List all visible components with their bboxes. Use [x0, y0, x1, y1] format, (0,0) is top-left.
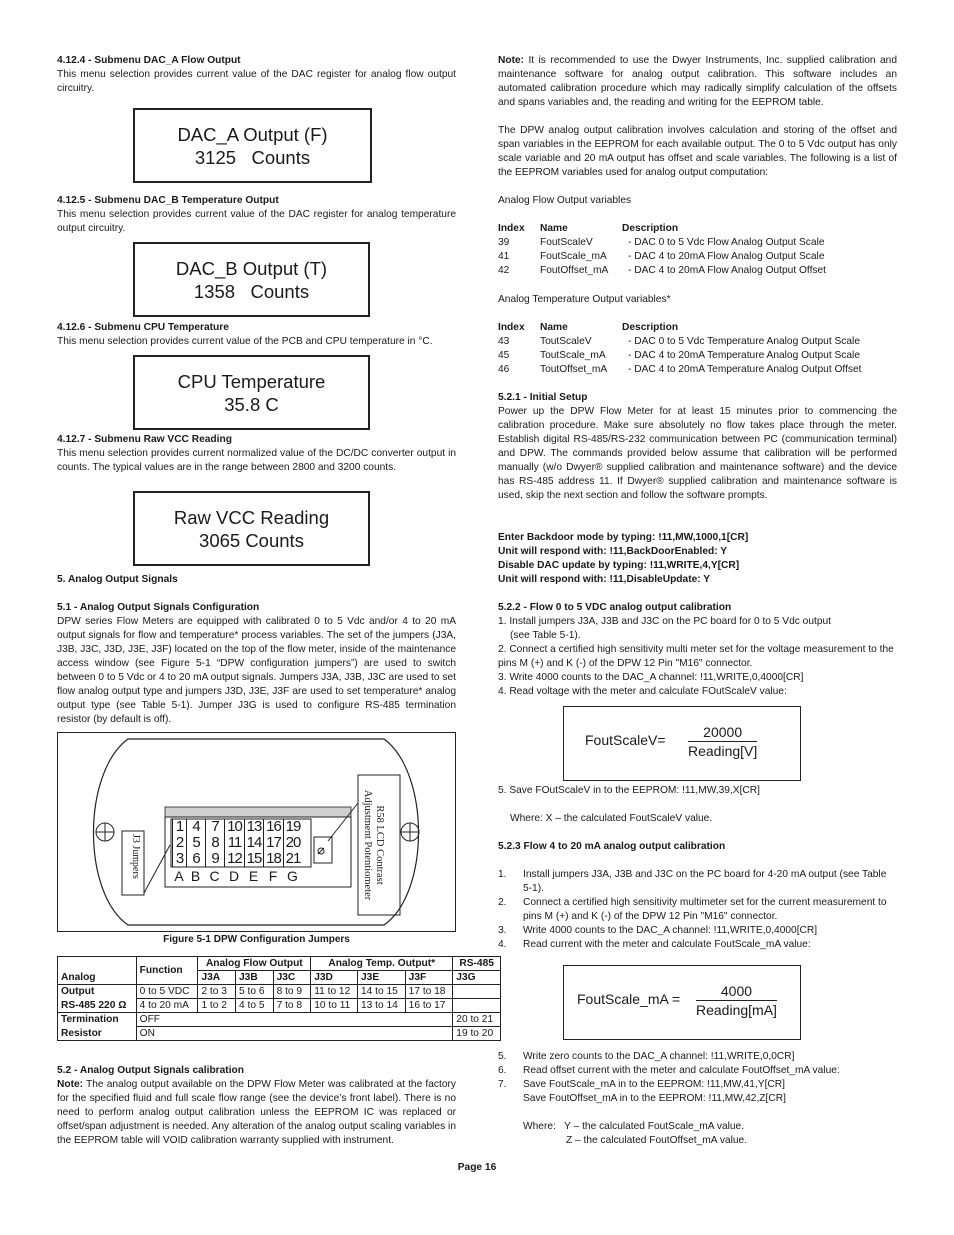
- where-z: Z – the calculated FoutOffset_mA value.: [566, 1135, 748, 1146]
- cell: 5 to 6: [236, 985, 274, 999]
- cell: FoutScaleV: [540, 237, 593, 248]
- figure-caption: Figure 5-1 DPW Configuration Jumpers: [163, 934, 350, 945]
- jumper-pin-label: 14: [244, 835, 263, 851]
- jumper-pin-label: 13: [244, 819, 263, 835]
- cell: 4 to 5: [236, 999, 274, 1013]
- text-5-2-1: Power up the DPW Flow Meter for at least 15 minutes prior to commencing the calibration procedure. Make sure absolutely no flow takes place through the meter. Establish digital RS-485/RS-232 communication between PC (communication terminal) and DPW. The commands provided below assume that calibration will be performed manually (w/o Dwyer® supplied calibration and maintenance software) and the device has RS-485 address 11. If Dwyer® supplied calibration and maintenance software is used, skip the next section and follow the software prompts.: [498, 406, 897, 501]
- step-text: Connect a certified high sensitivity multimeter set for the current measurement to pins M (+) and K (-) of the DPW 12 Pin "M16" connector.: [523, 897, 887, 922]
- heading-4-12-6: 4.12.6 - Submenu CPU Temperature: [57, 322, 229, 333]
- th-rs485: RS-485: [453, 957, 501, 971]
- right-note: [498, 54, 897, 110]
- cell: 20 to 21: [453, 1013, 501, 1027]
- step-text: Save FoutScale_mA in to the EEPROM: !11,MW,41,Y[CR]: [523, 1079, 785, 1090]
- section-4-12-7: [57, 433, 456, 475]
- jumper-letter: E: [248, 868, 259, 884]
- cell: 39: [498, 237, 510, 248]
- step-number: 2.: [498, 897, 507, 908]
- lcd-raw-vcc: [133, 491, 370, 566]
- cell: 2 to 3: [198, 985, 236, 999]
- cell: 1 to 2: [198, 999, 236, 1013]
- th-j3a: J3A: [198, 971, 236, 985]
- cmd-line: Enter Backdoor mode by typing: !11,MW,1000,1[CR]: [498, 532, 749, 543]
- table-row: [498, 335, 862, 349]
- jumper-letter: D: [228, 868, 240, 884]
- step-text: Install jumpers J3A, J3B and J3C on the PC board for 4-20 mA output (see Table 5-1).: [523, 869, 887, 894]
- jumper-pin-label: 17: [263, 835, 283, 851]
- step-text: Read offset current with the meter and calculate FoutOffset_mA value:: [523, 1065, 840, 1076]
- cell-resistor: Resistor: [58, 1027, 137, 1041]
- cell: 11 to 12: [311, 985, 358, 999]
- cell: 43: [498, 336, 510, 347]
- cell: ToutScaleV: [540, 336, 592, 347]
- step-number: 3.: [498, 925, 507, 936]
- table-row: [58, 985, 501, 999]
- cell: 42: [498, 265, 510, 276]
- cell-rs485: RS-485 220 Ω: [58, 999, 137, 1013]
- cell: 7 to 8: [273, 999, 311, 1013]
- vh-desc: Description: [622, 223, 679, 234]
- step: [498, 1092, 897, 1106]
- step: (see Table 5-1).: [510, 630, 581, 641]
- vh-index: Index: [498, 223, 525, 234]
- eq-denominator: Reading[mA]: [696, 1002, 777, 1018]
- cell: 4 to 20 mA: [136, 999, 198, 1013]
- cell: - DAC 4 to 20mA Flow Analog Output Offset: [628, 265, 826, 276]
- cmd-line: Disable DAC update by typing: !11,WRITE,4,Y[CR]: [498, 560, 740, 571]
- th-j3c: J3C: [273, 971, 311, 985]
- cell: - DAC 4 to 20mA Flow Analog Output Scale: [628, 251, 825, 262]
- flow-vars-title: Analog Flow Output variables: [498, 195, 632, 206]
- heading-4-12-4: 4.12.4 - Submenu DAC_A Flow Output: [57, 55, 241, 66]
- eq-numerator: 4000: [696, 982, 777, 1001]
- th-j3b: J3B: [236, 971, 274, 985]
- step-number: 7.: [498, 1079, 507, 1090]
- jumper-letter: C: [209, 868, 220, 884]
- step-text: Write 4000 counts to the DAC_A channel: !11,WRITE,0,4000[CR]: [523, 925, 818, 936]
- steps-5-2-3-b: [498, 1050, 897, 1106]
- jumper-pin-label: 8: [205, 835, 224, 851]
- eq-lhs: FoutScale_mA =: [577, 991, 681, 1007]
- step: [498, 896, 897, 924]
- right-column: [498, 54, 897, 208]
- where-x: Where: X – the calculated FoutScaleV value.: [510, 813, 713, 824]
- right-note-text: It is recommended to use the Dwyer Instruments, Inc. supplied calibration and maintenance software for analog output calibration. This software includes an automated calibration procedure which may radically simplify calculation of the offsets and spans variables and, the reading and writing for the EEPROM table.: [498, 55, 897, 108]
- jumper-pin-label: 12: [224, 851, 244, 867]
- step-text: Save FoutOffset_mA in to the EEPROM: !11,MW,42,Z[CR]: [523, 1093, 786, 1104]
- step-text: Write zero counts to the DAC_A channel: !11,WRITE,0,0CR]: [523, 1051, 795, 1062]
- vh-name: Name: [540, 223, 568, 234]
- cell: 46: [498, 364, 510, 375]
- jumper-grid: [172, 819, 302, 884]
- cell: 0 to 5 VDC: [136, 985, 198, 999]
- step: [498, 1064, 897, 1078]
- lcd-dac-b-line1: DAC_B Output (T): [175, 257, 328, 279]
- step: 4. Read voltage with the meter and calculate FOutScaleV value:: [498, 686, 787, 697]
- jumper-pin-label: 20: [283, 835, 302, 851]
- cell: FoutOffset_mA: [540, 265, 609, 276]
- heading-4-12-7: 4.12.7 - Submenu Raw VCC Reading: [57, 434, 232, 445]
- jumper-pin-label: 21: [283, 851, 302, 867]
- cell: 41: [498, 251, 510, 262]
- screw-left-icon: [96, 823, 114, 841]
- section-5-1: [57, 601, 456, 727]
- eq-denominator: Reading[V]: [688, 743, 758, 759]
- heading-5-2-1: 5.2.1 - Initial Setup: [498, 392, 588, 403]
- jumper-pin-label: 9: [205, 851, 224, 867]
- r58-label-2: Adjustment Potentiometer: [362, 789, 373, 901]
- table-row: [498, 363, 862, 377]
- jumper-pin-label: 3: [172, 851, 186, 867]
- steps-5-2-3: [498, 868, 897, 952]
- cell: 8 to 9: [273, 985, 311, 999]
- lcd-cpu-temp: [133, 355, 370, 430]
- lcd-raw-vcc-line2: 3065 Counts: [199, 529, 304, 551]
- cell: 17 to 18: [405, 985, 453, 999]
- eq-fraction: [696, 982, 777, 1019]
- table-row: [58, 999, 501, 1013]
- j3-label: J3 Jumpers: [130, 834, 141, 879]
- flow-vars-table: [498, 222, 826, 278]
- step: 1. Install jumpers J3A, J3B and J3C on the PC board for 0 to 5 Vdc output: [498, 616, 831, 627]
- cell: [453, 999, 501, 1013]
- step: 3. Write 4000 counts to the DAC_A channel: !11,WRITE,0,4000[CR]: [498, 672, 804, 683]
- cell: ON: [136, 1027, 453, 1041]
- step-number: 5.: [498, 1051, 507, 1062]
- cell: 19 to 20: [453, 1027, 501, 1041]
- text-5-1: DPW series Flow Meters are equipped with calibrated 0 to 5 Vdc and/or 4 to 20 mA output signals for flow and temperature* process variables. The set of the jumpers (J3A, J3B, J3C, J3D, J3E, J3F) located on the top of the flow meter, inside of the maintenance access window (see Figure 5-1 “DPW configuration jumpers”) are used to switch between 0 to 5 Vdc or 4 to 20 mA output signals. Jumpers J3A, J3B, J3C are used to set flow analog output type and jumpers J3D, J3E, J3F are used to set temperature* analog output type (see Table 5-1). Jumper J3G is used to configure RS-485 termination resistor (by default is off).: [57, 616, 456, 725]
- step-number: [498, 1092, 523, 1106]
- text-4-12-6: This menu selection provides current value of the PCB and CPU temperature in °C.: [57, 336, 433, 347]
- cell: - DAC 0 to 5 Vdc Flow Analog Output Scale: [628, 237, 825, 248]
- equation-foutscalev: [563, 706, 801, 781]
- vh-desc: Description: [622, 322, 679, 333]
- cmd-line: Unit will respond with: !11,BackDoorEnabled: Y: [498, 546, 728, 557]
- cell: FoutScale_mA: [540, 251, 607, 262]
- section-5-2: [57, 1064, 456, 1148]
- j3-pointer: [144, 845, 170, 893]
- th-temp: Analog Temp. Output*: [311, 957, 453, 971]
- table-row: [498, 349, 862, 363]
- temp-vars-table: [498, 321, 862, 377]
- cell: - DAC 4 to 20mA Temperature Analog Output Scale: [628, 350, 860, 361]
- cell: 10 to 11: [311, 999, 358, 1013]
- step-number: 4.: [498, 939, 507, 950]
- heading-5-2: 5.2 - Analog Output Signals calibration: [57, 1065, 244, 1076]
- step: 2. Connect a certified high sensitivity multi meter set for the voltage measurement to the pins M (+) and K (-) of the DPW 12 Pin "M16" connector.: [498, 644, 894, 669]
- cell: OFF: [136, 1013, 453, 1027]
- lcd-dac-b: [133, 242, 370, 317]
- table-row: [498, 264, 826, 278]
- cell-output: Output: [58, 985, 137, 999]
- temp-vars-title: Analog Temperature Output variables*: [498, 294, 671, 305]
- text-5-2: [57, 1078, 456, 1148]
- step: [498, 938, 897, 952]
- th-j3d: J3D: [311, 971, 358, 985]
- jumper-pin-label: 1: [172, 819, 186, 835]
- table-row: [58, 1013, 501, 1027]
- heading-5-1: 5.1 - Analog Output Signals Configuration: [57, 602, 260, 613]
- cmd-line: Unit will respond with: !11,DisableUpdate: Y: [498, 574, 711, 585]
- th-j3g: J3G: [453, 971, 501, 985]
- vh-name: Name: [540, 322, 568, 333]
- lcd-cpu-temp-line1: CPU Temperature: [177, 370, 326, 392]
- right-para2: The DPW analog output calibration involves calculation and storing of the offset and span variables in the EEPROM for each available output. The 0 to 5 Vdc output has only scale variable and 20 mA output has offset and scale variables. The following is a list of the EEPROM variables used for analog output computation:: [498, 125, 897, 178]
- table-row: [498, 236, 826, 250]
- note-label: Note:: [57, 1079, 84, 1090]
- section-4-12-5: [57, 194, 456, 236]
- cell: 13 to 14: [358, 999, 406, 1013]
- cell: 45: [498, 350, 510, 361]
- figure-5-1: [57, 732, 456, 932]
- lcd-dac-a: [133, 108, 372, 183]
- config-table: [57, 956, 501, 1041]
- th-function: Function: [136, 957, 198, 985]
- eq-fraction: [688, 723, 757, 760]
- cell: [453, 985, 501, 999]
- section-5-2-2: [498, 601, 897, 699]
- text-4-12-5: This menu selection provides current value of the DAC register for analog temperature output circuitry.: [57, 209, 456, 234]
- heading-5-2-3: 5.2.3 Flow 4 to 20 mA analog output calibration: [498, 841, 726, 852]
- cell: - DAC 4 to 20mA Temperature Analog Output Offset: [628, 364, 862, 375]
- section-5-2-1: [498, 391, 897, 503]
- cell: ToutOffset_mA: [540, 364, 608, 375]
- jumper-pin-label: 19: [283, 819, 302, 835]
- jumper-pin-label: 10: [224, 819, 244, 835]
- jumper-letter: F: [268, 868, 278, 884]
- heading-5-2-2: 5.2.2 - Flow 0 to 5 VDC analog output calibration: [498, 602, 732, 613]
- table-row: [498, 250, 826, 264]
- lcd-dac-a-line2: 3125 Counts: [194, 146, 311, 168]
- jumper-pin-label: 6: [186, 851, 205, 867]
- th-j3e: J3E: [358, 971, 406, 985]
- step: [498, 1078, 897, 1092]
- eq-numerator: 20000: [688, 723, 757, 742]
- cell: 14 to 15: [358, 985, 406, 999]
- lcd-cpu-temp-line2: 35.8 C: [224, 393, 279, 415]
- jumper-pin-label: 11: [224, 835, 244, 851]
- step-text: Read current with the meter and calculate FoutScale_mA value:: [523, 939, 811, 950]
- vh-index: Index: [498, 322, 525, 333]
- backdoor-commands: [498, 531, 897, 587]
- section-4-12-6: [57, 321, 456, 349]
- jumper-pin-label: 16: [263, 819, 283, 835]
- equation-foutscale-ma: [563, 965, 801, 1040]
- potentiometer: [314, 837, 332, 863]
- jumper-letter: G: [287, 868, 298, 884]
- jumper-pin-label: 2: [172, 835, 186, 851]
- step: [498, 868, 897, 896]
- step-number: 1.: [498, 869, 507, 880]
- th-analog: Analog: [58, 957, 137, 985]
- note-text: The analog output available on the DPW Flow Meter was calibrated at the factory for the specified fluid and full scale flow range (see the device’s front label). There is no need to perform analog output calibration unless the EEPROM IC was replaced or offset/span adjustment is needed. Any alteration of the analog output scaling variables in the EEPROM table will VOID calibration warranty supplied with instrument.: [57, 1079, 456, 1146]
- step-5-save: 5. Save FOutScaleV in to the EEPROM: !11,MW,39,X[CR]: [498, 785, 760, 796]
- jumper-pin-label: 7: [205, 819, 224, 835]
- jumper-pin-label: 4: [186, 819, 205, 835]
- step-number: 6.: [498, 1065, 507, 1076]
- step: [498, 924, 897, 938]
- th-j3f: J3F: [405, 971, 453, 985]
- screw-right-icon: [401, 823, 419, 841]
- jumper-pin-label: 5: [186, 835, 205, 851]
- text-4-12-7: This menu selection provides current normalized value of the DC/DC converter output in counts. The typical values are in the range between 2800 and 3200 counts.: [57, 448, 456, 473]
- cell: - DAC 0 to 5 Vdc Temperature Analog Output Scale: [628, 336, 860, 347]
- lcd-dac-b-line2: 1358 Counts: [193, 280, 310, 302]
- jumper-pin-label: 15: [244, 851, 263, 867]
- eq-lhs: FoutScaleV=: [585, 732, 666, 748]
- right-note-label: Note:: [498, 55, 525, 66]
- left-column: [57, 54, 456, 96]
- th-flow: Analog Flow Output: [198, 957, 311, 971]
- heading-5: 5. Analog Output Signals: [57, 574, 178, 585]
- lcd-raw-vcc-line1: Raw VCC Reading: [173, 506, 330, 528]
- lcd-dac-a-line1: DAC_A Output (F): [177, 123, 328, 145]
- jumper-pin-label: 18: [263, 851, 283, 867]
- cell-termination: Termination: [58, 1013, 137, 1027]
- pcb-board-edge: [165, 807, 351, 817]
- jumper-letter: B: [190, 868, 201, 884]
- r58-label-1: R58 LCD Contrast: [374, 805, 385, 885]
- page-number: Page 16: [457, 1162, 497, 1173]
- text-4-12-4: This menu selection provides current value of the DAC register for analog flow output circuitry.: [57, 69, 456, 94]
- jumper-letter: A: [174, 868, 184, 884]
- where-y: Where: Y – the calculated FoutScale_mA value.: [523, 1121, 745, 1132]
- table-row: [58, 1027, 501, 1041]
- heading-4-12-5: 4.12.5 - Submenu DAC_B Temperature Output: [57, 195, 279, 206]
- cell: ToutScale_mA: [540, 350, 606, 361]
- cell: 16 to 17: [405, 999, 453, 1013]
- step: [498, 1050, 897, 1064]
